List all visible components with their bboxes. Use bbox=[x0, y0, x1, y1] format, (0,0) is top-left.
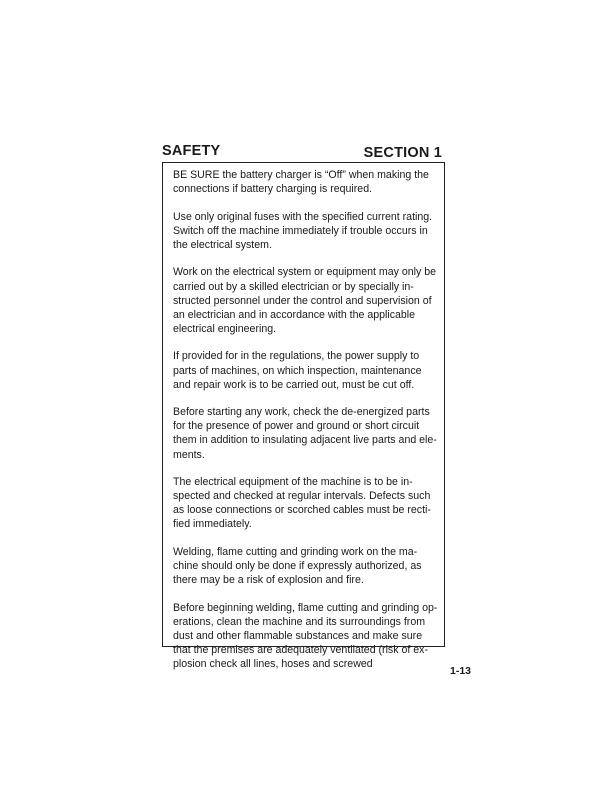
paragraph-power-cutoff: If provided for in the regulations, the power supply to parts of machines, on which inspection, maintenance and repair work is to be carried out, must be cut off. bbox=[173, 350, 422, 391]
section-category-title: SAFETY bbox=[162, 143, 221, 159]
paragraph-welding-preparation: Before beginning welding, flame cutting and grinding op-erations, clean the machine and its surroundings from dust and other flammable substances and make sure that the premises are adequately ventilated (risk of ex-plosion check all lines, hoses and screwed bbox=[173, 601, 438, 671]
section-number-title: SECTION 1 bbox=[363, 145, 442, 161]
paragraph-de-energized-parts: Before starting any work, check the de-energized parts for the presence of power and ground or short circuit them in addition to insulating adjacent live parts and ele-ments. bbox=[173, 406, 437, 461]
safety-instructions-box bbox=[162, 162, 445, 671]
paragraph-fuses: Use only original fuses with the specified current rating. Switch off the machine immediately if trouble occurs in the electrical system. bbox=[173, 210, 433, 251]
paragraph-electrical-work: Work on the electrical system or equipment may only be carried out by a skilled electrician or by specially in-structed personnel under the control and supervision of an electrician and in accordance with the applicable electrical engineering. bbox=[173, 266, 436, 335]
paragraph-welding-authorization: Welding, flame cutting and grinding work on the ma-chine should only be done if expressly authorized, as there may be a risk of explosion and fire. bbox=[173, 545, 422, 587]
paragraph-battery-charger: BE SURE the battery charger is “Off” when making the connections if battery charging is required. bbox=[173, 169, 429, 196]
page-number: 1-13 bbox=[449, 665, 471, 677]
paragraph-inspection: The electrical equipment of the machine is to be in-spected and checked at regular intervals. Defects such as loose connections or scorched cables must be recti-fied immediately. bbox=[173, 476, 431, 531]
